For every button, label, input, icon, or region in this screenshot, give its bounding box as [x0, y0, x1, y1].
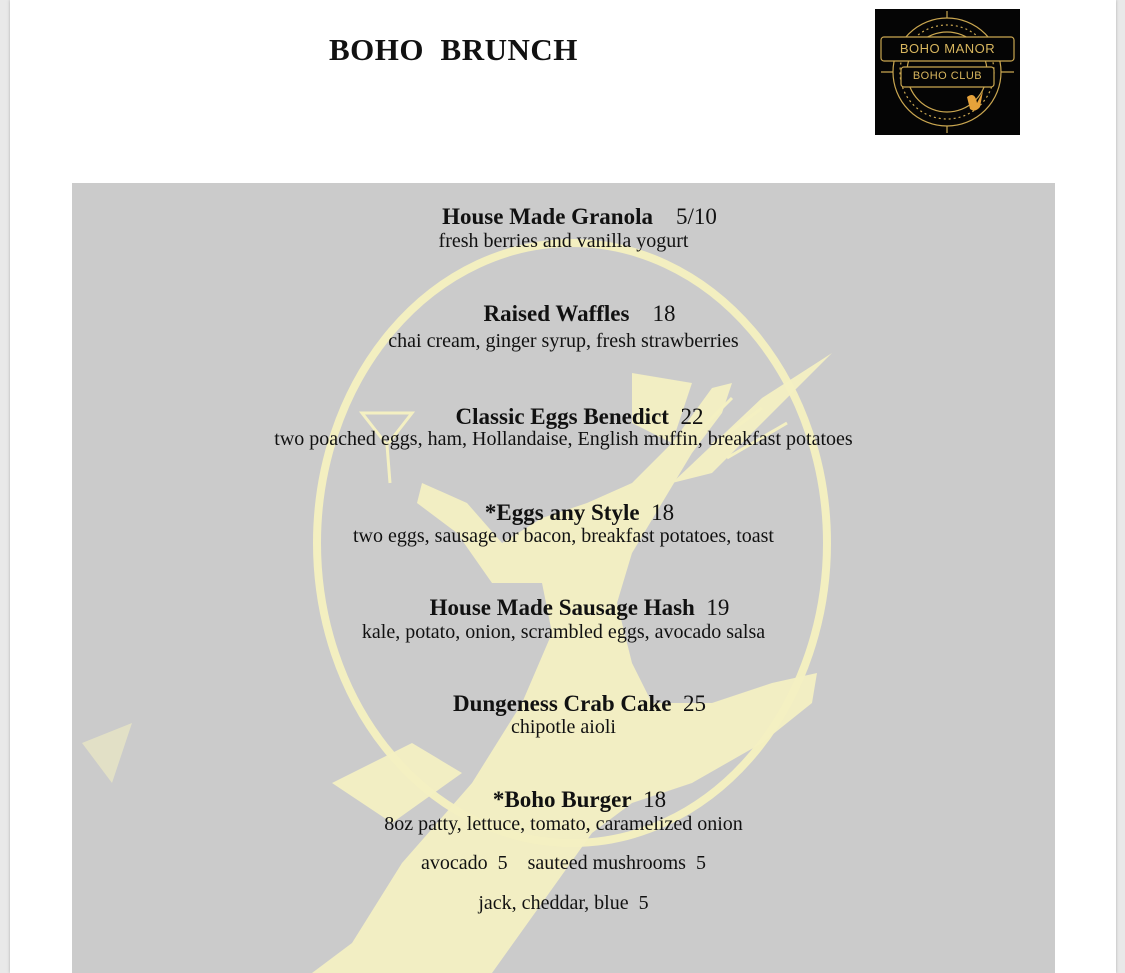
menu-item-name: House Made Granola: [442, 204, 653, 229]
menu-item-price: 18: [651, 500, 675, 525]
menu-item-description: fresh berries and vanilla yogurt: [438, 230, 689, 252]
menu-item-price: 25: [683, 691, 707, 716]
menu-item-price: 18: [652, 301, 676, 326]
menu-item-addons: avocado 5 sauteed mushrooms 5: [421, 852, 706, 874]
menu-item-description: 8oz patty, lettuce, tomato, caramelized onion: [384, 813, 743, 835]
page-title: BOHO BRUNCH: [329, 32, 578, 67]
menu-item-description: two poached eggs, ham, Hollandaise, English muffin, breakfast potatoes: [274, 428, 853, 450]
menu-item-name: Classic Eggs Benedict: [455, 404, 669, 429]
menu-item-price: 5/10: [675, 204, 717, 229]
menu-item-name: *Eggs any Style: [484, 500, 640, 525]
menu-item-description: chai cream, ginger syrup, fresh strawberries: [388, 330, 739, 352]
menu-item-name: Raised Waffles: [483, 301, 630, 326]
menu-item-description: two eggs, sausage or bacon, breakfast potatoes, toast: [353, 525, 774, 547]
menu-item-description: chipotle aioli: [511, 716, 616, 738]
logo-text-secondary: BOHO CLUB: [912, 70, 983, 82]
menu-item-addons: jack, cheddar, blue 5: [478, 892, 649, 914]
menu-panel: [72, 183, 1055, 973]
logo-text-primary: BOHO MANOR: [899, 41, 996, 56]
menu-item-name: House Made Sausage Hash: [429, 595, 695, 620]
menu-item-name: *Boho Burger: [492, 787, 632, 812]
menu-item-price: 18: [643, 787, 667, 812]
menu-page: [10, 0, 1116, 973]
menu-item-description: kale, potato, onion, scrambled eggs, avocado salsa: [361, 621, 766, 643]
logo: [875, 9, 1020, 135]
menu-item-price: 22: [680, 404, 704, 429]
menu-item-name: Dungeness Crab Cake: [452, 691, 672, 716]
menu-item-price: 19: [706, 595, 730, 620]
